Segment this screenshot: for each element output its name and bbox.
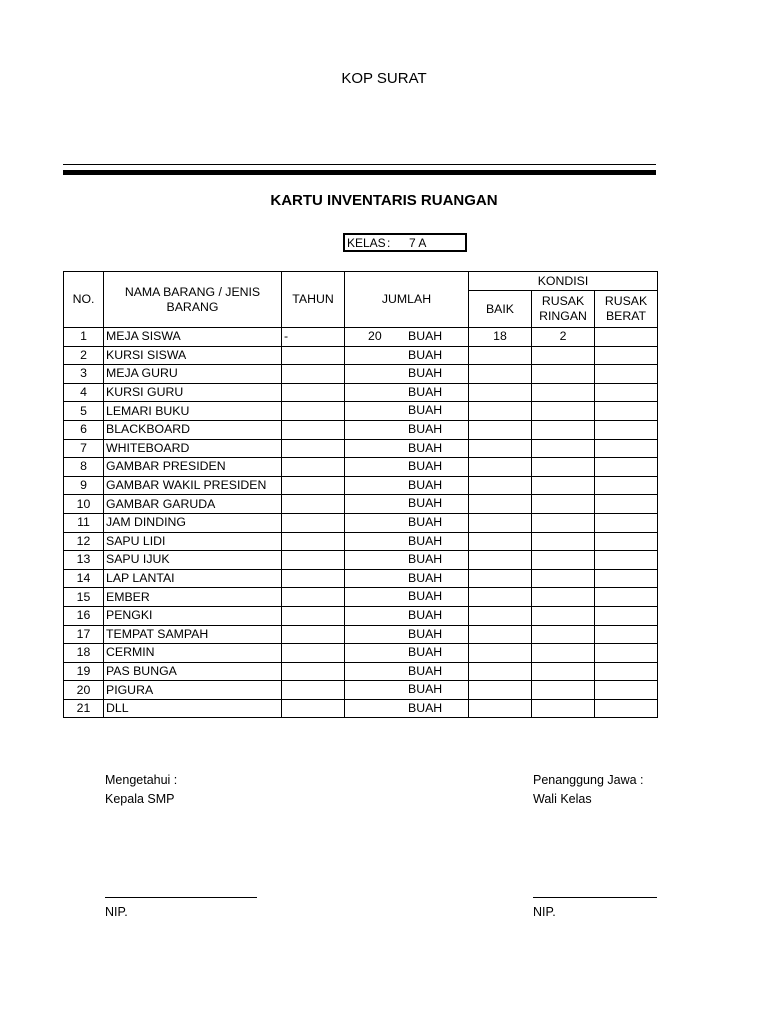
cell-no: 17 (64, 625, 104, 644)
signature-right-nip: NIP. (533, 905, 556, 919)
jumlah-unit: BUAH (408, 459, 443, 474)
table-row (64, 606, 658, 625)
table-row (64, 662, 658, 681)
cell-rusak-ringan (532, 476, 595, 495)
table-row (64, 551, 658, 570)
cell-baik: 18 (469, 328, 532, 347)
jumlah-unit: BUAH (408, 477, 443, 492)
header-jumlah: JUMLAH (345, 272, 469, 328)
table-row (64, 458, 658, 477)
cell-baik (469, 644, 532, 663)
cell-baik (469, 346, 532, 365)
cell-baik (469, 476, 532, 495)
cell-nama: SAPU IJUK (104, 551, 282, 570)
cell-rusak-berat (595, 625, 658, 644)
cell-rusak-ringan (532, 365, 595, 384)
cell-no: 4 (64, 383, 104, 402)
cell-tahun (282, 495, 345, 514)
signature-left (105, 771, 177, 809)
cell-jumlah (345, 625, 469, 644)
cell-jumlah (345, 346, 469, 365)
table-row (64, 402, 658, 421)
table-row (64, 625, 658, 644)
cell-rusak-berat (595, 458, 658, 477)
cell-jumlah (345, 420, 469, 439)
cell-rusak-berat (595, 532, 658, 551)
cell-jumlah (345, 402, 469, 421)
cell-no: 10 (64, 495, 104, 514)
cell-rusak-ringan (532, 551, 595, 570)
jumlah-unit: BUAH (408, 329, 443, 343)
cell-rusak-ringan (532, 346, 595, 365)
header-rusak-ringan: RUSAK RINGAN (532, 291, 595, 328)
cell-no: 8 (64, 458, 104, 477)
cell-baik (469, 532, 532, 551)
jumlah-unit: BUAH (408, 663, 443, 678)
jumlah-unit: BUAH (408, 366, 443, 381)
cell-tahun (282, 365, 345, 384)
cell-no: 2 (64, 346, 104, 365)
cell-baik (469, 495, 532, 514)
jumlah-unit: BUAH (408, 700, 443, 715)
cell-jumlah (345, 644, 469, 663)
signature-right (533, 771, 644, 809)
cell-baik (469, 420, 532, 439)
cell-nama: MEJA GURU (104, 365, 282, 384)
jumlah-unit: BUAH (408, 421, 443, 436)
cell-rusak-ringan (532, 439, 595, 458)
jumlah-value: 20 (368, 329, 382, 343)
cell-rusak-ringan (532, 420, 595, 439)
cell-rusak-ringan (532, 699, 595, 718)
cell-rusak-ringan (532, 383, 595, 402)
cell-tahun (282, 699, 345, 718)
signature-left-line1: Mengetahui : (105, 773, 178, 787)
cell-rusak-ringan (532, 569, 595, 588)
cell-jumlah (345, 681, 469, 700)
jumlah-unit: BUAH (408, 533, 443, 548)
header-kondisi: KONDISI (469, 272, 658, 291)
cell-rusak-berat (595, 513, 658, 532)
kelas-value: 7 A (409, 236, 427, 250)
jumlah-unit: BUAH (408, 403, 443, 418)
cell-no: 18 (64, 644, 104, 663)
cell-tahun (282, 644, 345, 663)
cell-nama: JAM DINDING (104, 513, 282, 532)
jumlah-unit: BUAH (408, 514, 443, 529)
cell-baik (469, 625, 532, 644)
cell-no: 19 (64, 662, 104, 681)
cell-jumlah (345, 383, 469, 402)
cell-rusak-berat (595, 383, 658, 402)
cell-no: 12 (64, 532, 104, 551)
cell-jumlah (345, 551, 469, 570)
cell-rusak-berat (595, 569, 658, 588)
cell-nama: DLL (104, 699, 282, 718)
cell-baik (469, 439, 532, 458)
cell-tahun (282, 346, 345, 365)
cell-nama: GAMBAR WAKIL PRESIDEN (104, 476, 282, 495)
cell-nama: KURSI SISWA (104, 346, 282, 365)
cell-nama: GAMBAR GARUDA (104, 495, 282, 514)
cell-no: 1 (64, 328, 104, 347)
cell-tahun (282, 420, 345, 439)
cell-rusak-berat (595, 588, 658, 607)
cell-no: 15 (64, 588, 104, 607)
cell-baik (469, 513, 532, 532)
table-row (64, 699, 658, 718)
cell-baik (469, 551, 532, 570)
cell-baik (469, 458, 532, 477)
cell-tahun (282, 402, 345, 421)
cell-rusak-ringan (532, 588, 595, 607)
cell-nama: KURSI GURU (104, 383, 282, 402)
table-row (64, 328, 658, 347)
cell-rusak-berat (595, 328, 658, 347)
cell-baik (469, 606, 532, 625)
cell-nama: PAS BUNGA (104, 662, 282, 681)
cell-rusak-berat (595, 662, 658, 681)
cell-no: 21 (64, 699, 104, 718)
cell-no: 9 (64, 476, 104, 495)
cell-no: 16 (64, 606, 104, 625)
table-row (64, 346, 658, 365)
cell-rusak-ringan (532, 681, 595, 700)
header-tahun: TAHUN (282, 272, 345, 328)
table-row (64, 439, 658, 458)
jumlah-unit: BUAH (408, 552, 443, 567)
signature-right-line2: Wali Kelas (533, 792, 592, 806)
cell-no: 20 (64, 681, 104, 700)
cell-rusak-ringan (532, 532, 595, 551)
cell-rusak-ringan (532, 458, 595, 477)
cell-baik (469, 365, 532, 384)
table-row (64, 513, 658, 532)
cell-nama: PENGKI (104, 606, 282, 625)
cell-tahun (282, 439, 345, 458)
cell-nama: GAMBAR PRESIDEN (104, 458, 282, 477)
cell-baik (469, 569, 532, 588)
cell-no: 14 (64, 569, 104, 588)
cell-rusak-berat (595, 681, 658, 700)
cell-jumlah (345, 569, 469, 588)
cell-rusak-ringan (532, 513, 595, 532)
cell-nama: WHITEBOARD (104, 439, 282, 458)
kelas-colon: : (387, 236, 391, 250)
cell-rusak-ringan (532, 625, 595, 644)
cell-rusak-ringan (532, 662, 595, 681)
cell-tahun (282, 532, 345, 551)
cell-rusak-berat (595, 365, 658, 384)
header-no: NO. (64, 272, 104, 328)
kelas-box (343, 233, 467, 252)
jumlah-unit: BUAH (408, 440, 443, 455)
cell-tahun: - (282, 328, 345, 347)
jumlah-unit: BUAH (408, 626, 443, 641)
cell-rusak-berat (595, 420, 658, 439)
table-row (64, 588, 658, 607)
signature-right-line1: Penanggung Jawa : (533, 773, 644, 787)
signature-left-nip: NIP. (105, 905, 128, 919)
cell-nama: BLACKBOARD (104, 420, 282, 439)
cell-nama: LEMARI BUKU (104, 402, 282, 421)
cell-rusak-ringan (532, 402, 595, 421)
cell-no: 5 (64, 402, 104, 421)
cell-jumlah (345, 328, 469, 347)
jumlah-unit: BUAH (408, 645, 443, 660)
cell-rusak-ringan (532, 495, 595, 514)
cell-rusak-berat (595, 551, 658, 570)
cell-tahun (282, 588, 345, 607)
cell-baik (469, 699, 532, 718)
letterhead-rule-thick (63, 170, 656, 175)
cell-no: 11 (64, 513, 104, 532)
cell-jumlah (345, 439, 469, 458)
inventory-body (64, 328, 658, 718)
cell-tahun (282, 383, 345, 402)
cell-jumlah (345, 588, 469, 607)
jumlah-unit: BUAH (408, 589, 443, 604)
cell-rusak-berat (595, 476, 658, 495)
document-title: KARTU INVENTARIS RUANGAN (270, 192, 498, 209)
cell-baik (469, 662, 532, 681)
letterhead: KOP SURAT (341, 70, 427, 87)
jumlah-unit: BUAH (408, 496, 443, 511)
cell-rusak-ringan (532, 606, 595, 625)
table-row (64, 644, 658, 663)
cell-no: 6 (64, 420, 104, 439)
table-row (64, 420, 658, 439)
cell-tahun (282, 551, 345, 570)
cell-jumlah (345, 365, 469, 384)
cell-baik (469, 588, 532, 607)
cell-nama: EMBER (104, 588, 282, 607)
cell-nama: LAP LANTAI (104, 569, 282, 588)
cell-baik (469, 681, 532, 700)
cell-rusak-berat (595, 644, 658, 663)
cell-rusak-berat (595, 402, 658, 421)
signature-left-line (105, 897, 257, 898)
jumlah-unit: BUAH (408, 570, 443, 585)
cell-rusak-berat (595, 439, 658, 458)
cell-jumlah (345, 699, 469, 718)
table-row (64, 569, 658, 588)
cell-jumlah (345, 476, 469, 495)
cell-tahun (282, 513, 345, 532)
signature-left-line2: Kepala SMP (105, 792, 175, 806)
cell-tahun (282, 606, 345, 625)
jumlah-unit: BUAH (408, 384, 443, 399)
letterhead-rule-thin (63, 164, 656, 165)
cell-rusak-berat (595, 699, 658, 718)
signature-right-line (533, 897, 657, 898)
cell-no: 3 (64, 365, 104, 384)
cell-no: 13 (64, 551, 104, 570)
cell-nama: TEMPAT SAMPAH (104, 625, 282, 644)
cell-tahun (282, 458, 345, 477)
cell-jumlah (345, 513, 469, 532)
header-rusak-berat: RUSAK BERAT (595, 291, 658, 328)
table-row (64, 383, 658, 402)
cell-nama: CERMIN (104, 644, 282, 663)
cell-rusak-berat (595, 606, 658, 625)
cell-rusak-berat (595, 495, 658, 514)
header-baik: BAIK (469, 291, 532, 328)
cell-no: 7 (64, 439, 104, 458)
inventory-table (63, 271, 658, 718)
cell-baik (469, 383, 532, 402)
header-nama: NAMA BARANG / JENIS BARANG (104, 272, 282, 328)
cell-tahun (282, 625, 345, 644)
cell-tahun (282, 681, 345, 700)
cell-jumlah (345, 458, 469, 477)
jumlah-unit: BUAH (408, 682, 443, 697)
cell-jumlah (345, 606, 469, 625)
table-row (64, 681, 658, 700)
cell-tahun (282, 476, 345, 495)
table-row (64, 476, 658, 495)
cell-jumlah (345, 532, 469, 551)
table-row (64, 495, 658, 514)
cell-tahun (282, 569, 345, 588)
cell-rusak-ringan (532, 644, 595, 663)
cell-jumlah (345, 662, 469, 681)
cell-jumlah (345, 495, 469, 514)
cell-nama: SAPU LIDI (104, 532, 282, 551)
table-row (64, 365, 658, 384)
cell-rusak-berat (595, 346, 658, 365)
cell-rusak-ringan: 2 (532, 328, 595, 347)
cell-nama: MEJA SISWA (104, 328, 282, 347)
cell-nama: PIGURA (104, 681, 282, 700)
jumlah-unit: BUAH (408, 607, 443, 622)
cell-baik (469, 402, 532, 421)
jumlah-unit: BUAH (408, 347, 443, 362)
cell-tahun (282, 662, 345, 681)
table-row (64, 532, 658, 551)
kelas-label: KELAS (347, 236, 386, 250)
